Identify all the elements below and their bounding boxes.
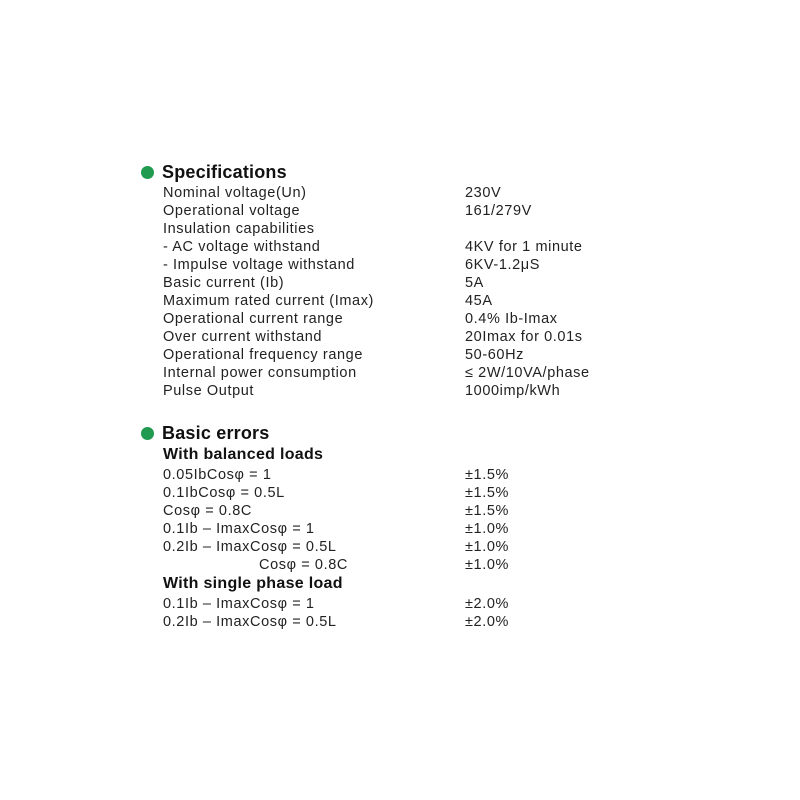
error-tolerance: ±1.0% [465,557,510,573]
spec-value: 5A [465,275,484,291]
spec-row [163,364,661,382]
spec-label: Insulation capabilities [163,221,315,237]
spec-row [163,346,661,364]
spec-value: 1000imp/kWh [465,383,561,399]
error-tolerance: ±1.5% [465,485,510,501]
error-tolerance: ±2.0% [465,614,510,630]
error-tolerance: ±1.0% [465,539,510,555]
spec-row [163,382,661,400]
error-condition: Cosφ = 0.8C [259,557,348,573]
error-row [163,556,661,574]
single-phase-load-subheading: With single phase load [163,575,343,592]
error-condition: 0.1Ib – ImaxCosφ = 1 [163,521,315,537]
error-row [163,466,661,484]
spec-row [163,256,661,274]
spec-value [465,220,661,238]
spec-row [163,310,661,328]
spec-row [163,292,661,310]
spec-label: Operational voltage [163,203,301,219]
error-condition: 0.2Ib – ImaxCosφ = 0.5L [163,539,337,555]
spec-value: 230V [465,185,502,201]
balanced-loads-subheading: With balanced loads [163,446,324,463]
spec-label: Operational frequency range [163,347,363,363]
error-row [163,613,661,631]
error-tolerance: ±1.5% [465,503,510,519]
error-tolerance: ±2.0% [465,596,510,612]
spec-label: - AC voltage withstand [163,239,321,255]
spec-value: 50-60Hz [465,347,525,363]
error-condition: 0.2Ib – ImaxCosφ = 0.5L [163,614,337,630]
spec-label: Basic current (Ib) [163,275,285,291]
spec-label: Internal power consumption [163,365,357,381]
spec-label: Operational current range [163,311,344,327]
error-condition: 0.05IbCosφ = 1 [163,467,272,483]
error-row [163,520,661,538]
error-tolerance: ±1.0% [465,521,510,537]
basic-errors-heading [141,421,661,445]
specifications-heading [141,160,661,184]
error-row [163,538,661,556]
spec-label: Pulse Output [163,383,255,399]
spec-value: 6KV-1.2μS [465,257,541,273]
spec-row [163,220,661,238]
green-bullet-icon [141,427,154,440]
spec-value: 45A [465,293,493,309]
error-condition: Cosφ = 0.8C [163,503,252,519]
spec-label: Over current withstand [163,329,323,345]
spec-value: 20Imax for 0.01s [465,329,583,345]
single-phase-load-list [141,595,661,631]
spec-label: Nominal voltage(Un) [163,185,307,201]
specifications-list [141,184,661,400]
spec-value: 161/279V [465,203,532,219]
spec-value: 0.4% Ib-Imax [465,311,558,327]
error-tolerance: ±1.5% [465,467,510,483]
spec-row [163,184,661,202]
error-row [163,484,661,502]
specifications-section [141,160,661,400]
spec-label: Maximum rated current (Imax) [163,293,374,309]
specifications-title: Specifications [162,161,287,182]
spec-value: ≤ 2W/10VA/phase [465,365,590,381]
balanced-loads-list [141,466,661,574]
spec-row [163,274,661,292]
spec-value: 4KV for 1 minute [465,239,583,255]
spec-row [163,202,661,220]
spec-row [163,328,661,346]
error-condition: 0.1Ib – ImaxCosφ = 1 [163,596,315,612]
basic-errors-section [141,421,661,631]
spec-row [163,238,661,256]
spec-label: - Impulse voltage withstand [163,257,355,273]
green-bullet-icon [141,166,154,179]
error-row [163,502,661,520]
error-row [163,595,661,613]
error-condition: 0.1IbCosφ = 0.5L [163,485,285,501]
basic-errors-title: Basic errors [162,422,270,443]
